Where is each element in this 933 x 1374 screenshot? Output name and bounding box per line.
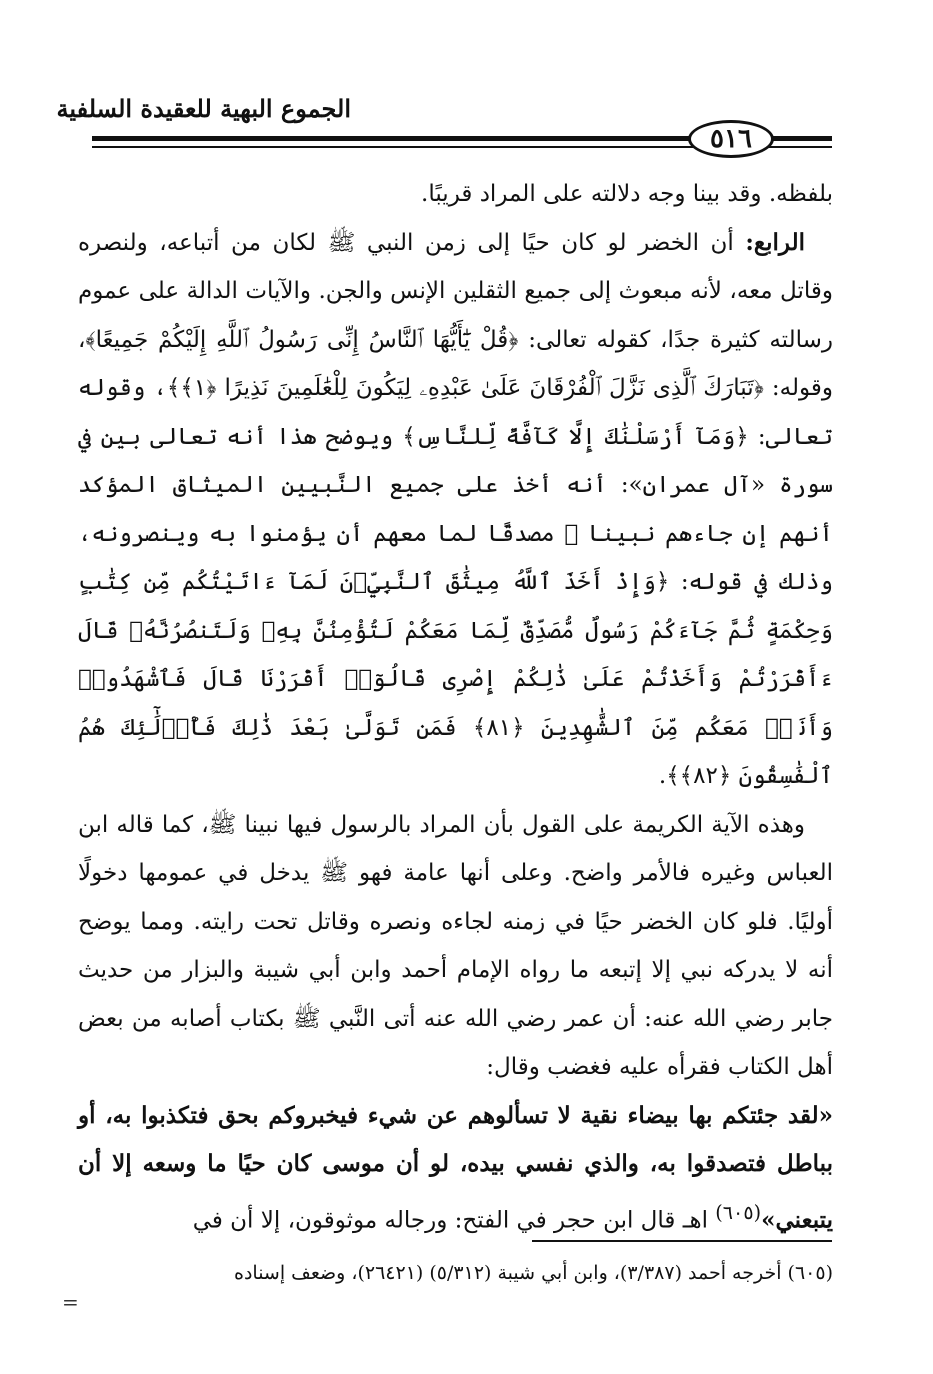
paragraph-3: وهذه الآية الكريمة على القول بأن المراد بالرسول فيها نبينا ﷺ، كما قاله ابن العباس وغيره فالأمر واضح. وعلى أنها عامة فهو ﷺ يدخل في عمومها دخولًا أوليًا. فلو كان الخضر حيًا في زمنه لجاءه ونصره وقاتل تحت رايته. ومما يوضح أنه لا يدركه نبي إلا إتبعه ما رواه الإمام أحمد وابن أبي شيبة والبزار من حديث جابر رضي الله عنه: أن عمر رضي الله عنه أتى النَّبي ﷺ بكتاب أصابه من بعض أهل الكتاب فقرأه عليه فغضب وقال: [78, 811, 833, 1080]
paragraph-2-lead: الرابع: [745, 228, 806, 256]
footnote-separator [532, 1240, 832, 1242]
paragraph-4 [78, 1092, 833, 1245]
paragraph-2 [78, 219, 833, 801]
paragraph-1: بلفظه. وقد بينا وجه دلالته على المراد قريبًا. [421, 181, 833, 207]
footnote-reference: (٦٠٥) [715, 1200, 762, 1224]
page-number-badge: ٥١٦ [688, 120, 774, 158]
footnote-text: (٦٠٥) أخرجه أحمد (٣/٣٨٧)، وابن أبي شيبة (٥/٣١٢) (٢٦٤٢١)، وضعف إسناده [233, 1262, 833, 1284]
hadith-quote: «لقد جئتكم بها بيضاء نقية لا تسألوهم عن شيء فيخبروكم بحق فتكذبوا به، أو بباطل فتصدقوا به، والذي نفسي بيده، لو أن موسى كان حيًا ما وسعه إلا أن يتبعني» [78, 1101, 833, 1234]
paragraph-4-tail: اهـ قال ابن حجر في الفتح: ورجاله موثوقون، إلا أن في [192, 1207, 708, 1234]
running-header-title: الجموع البهية للعقيدة السلفية [56, 94, 351, 123]
margin-mark: = [62, 1290, 79, 1314]
main-text [78, 170, 833, 1245]
paragraph-2-text: أن الخضر لو كان حيًا إلى زمن النبي ﷺ لكان من أتباعه، ولنصره وقاتل معه، لأنه مبعوث إلى جميع الثقلين الإنس والجن. والآيات الدالة على عموم رسالته كثيرة جدًا، كقوله تعالى: ﴿قُلْ يَٰٓأَيُّهَا ٱلنَّاسُ إِنِّى رَسُولُ ٱللَّهِ إِلَيْكُمْ جَمِيعًا﴾، وقوله: ﴿تَبَارَكَ ٱلَّذِى نَزَّلَ ٱلْفُرْقَانَ عَلَىٰ عَبْدِهِۦ لِيَكُونَ لِلْعَٰلَمِينَ نَذِيرًا ﴿١﴾﴾، وقوله تعالى: ﴿وَمَآ أَرْسَلْنَٰكَ إِلَّا كَآفَّةً لِّلنَّاسِ﴾ ويوضح هذا أنه تعالى بين في سورة «آل عمران»: أنه أخذ على جميع النَّبيين الميثاق المؤكد أنهم إن جاءهم نبينا ﷺ مصدقًا لما معهم أن يؤمنوا به وينصرونه، وذلك في قوله: ﴿وَإِذْ أَخَذَ ٱللَّهُ مِيثَٰقَ ٱلنَّبِيِّۦنَ لَمَآ ءَاتَيْتُكُم مِّن كِتَٰبٍ وَحِكْمَةٍ ثُمَّ جَآءَكُمْ رَسُولٌ مُّصَدِّقٌ لِّمَا مَعَكُمْ لَتُؤْمِنُنَّ بِهِۦ وَلَتَنصُرُنَّهُۥ قَالَ ءَأَقْرَرْتُمْ وَأَخَذْتُمْ عَلَىٰ ذَٰلِكُمْ إِصْرِى قَالُوٓا۟ أَقْرَرْنَا قَالَ فَٱشْهَدُوا۟ وَأَنَا۠ مَعَكُم مِّنَ ٱلشَّٰهِدِينَ ﴿٨١﴾ فَمَن تَوَلَّىٰ بَعْدَ ذَٰلِكَ فَأُو۟لَٰٓئِكَ هُمُ ٱلْفَٰسِقُونَ ﴿٨٢﴾﴾. [78, 229, 833, 789]
